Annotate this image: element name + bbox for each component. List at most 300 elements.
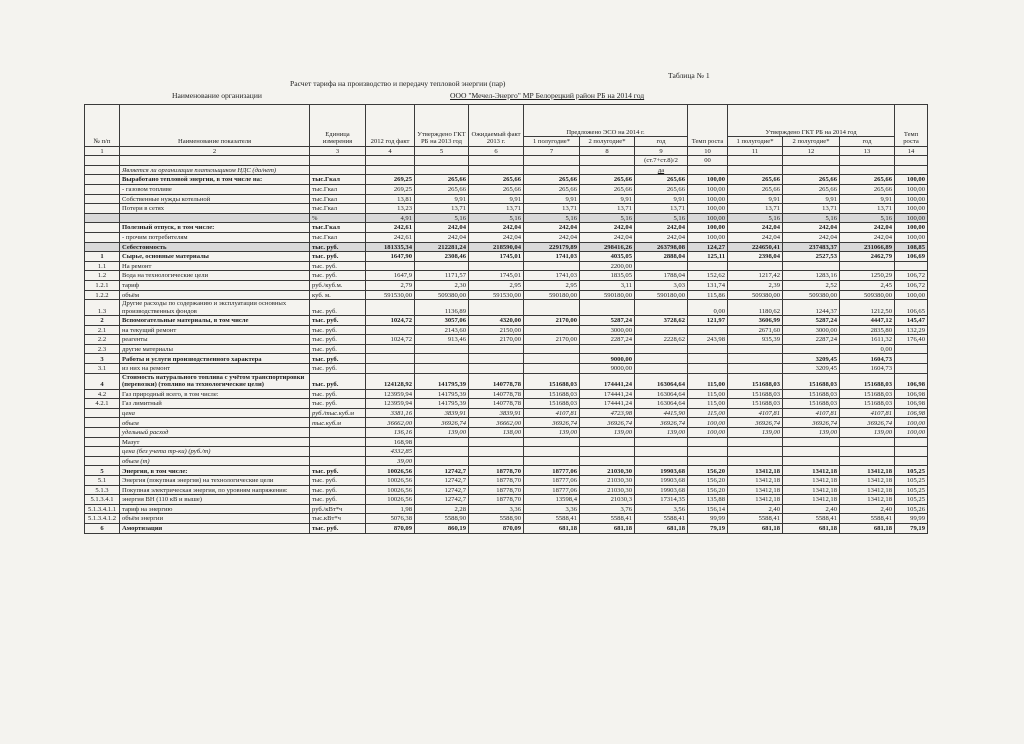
cell-c8: 1835,05 [580, 271, 635, 281]
cell-c4: 123959,94 [366, 399, 415, 409]
column-number: 2 [120, 146, 310, 156]
cell-c4: 1024,72 [366, 335, 415, 345]
cell-c9: 139,00 [635, 428, 688, 438]
cell-c8: 13,71 [580, 204, 635, 214]
cell-c7: 18777,06 [524, 476, 580, 486]
vat-row [85, 165, 928, 175]
cell-c8: 5588,41 [580, 514, 635, 524]
cell-c5: 2,30 [415, 280, 469, 290]
cell-c10: 131,74 [688, 280, 728, 290]
cell-c9: 1788,04 [635, 271, 688, 281]
cell-c5: 13,71 [415, 204, 469, 214]
cell-c12: 13412,18 [783, 476, 840, 486]
cell-c14 [895, 456, 928, 466]
table-row [85, 194, 928, 204]
cell-c14: 105,25 [895, 485, 928, 495]
cell-c14: 100,00 [895, 184, 928, 194]
table-row [85, 389, 928, 399]
cell-c7 [524, 437, 580, 447]
cell-name: на текущий ремонт [120, 325, 310, 335]
cell-c5: 242,04 [415, 232, 469, 242]
cell-name: объём [120, 290, 310, 300]
cell-c11 [728, 437, 783, 447]
table-row [85, 300, 928, 316]
cell-c11: 509380,00 [728, 290, 783, 300]
cell-name: другие материалы [120, 344, 310, 354]
cell-c8 [580, 437, 635, 447]
cell-c9: 9,91 [635, 194, 688, 204]
cell-unit: тыс. руб. [310, 389, 366, 399]
cell-c8: 21030,30 [580, 466, 635, 476]
cell-c14: 100,00 [895, 290, 928, 300]
cell-num: 5.1.3 [85, 485, 120, 495]
cell-num [85, 408, 120, 418]
cell-name: цена [120, 408, 310, 418]
cell-c11: 151688,03 [728, 399, 783, 409]
cell-name: объём энергии [120, 514, 310, 524]
cell-c13: 1611,32 [840, 335, 895, 345]
cell-c6: 140778,78 [469, 389, 524, 399]
cell-num: 5 [85, 466, 120, 476]
cell-c7: 2170,00 [524, 316, 580, 326]
cell-c7: 151688,03 [524, 399, 580, 409]
cell-unit: тыс.кВт*ч [310, 514, 366, 524]
cell-c13: 1250,29 [840, 271, 895, 281]
cell-name: тариф на энергию [120, 504, 310, 514]
table-number: Таблица № 1 [668, 71, 710, 80]
cell-c4: 10026,56 [366, 466, 415, 476]
cell-c5: 3839,91 [415, 408, 469, 418]
cell-c9: 590180,00 [635, 290, 688, 300]
cell-c12: 5588,41 [783, 514, 840, 524]
cell-c13: 5588,41 [840, 514, 895, 524]
cell-c5: 265,66 [415, 175, 469, 185]
cell-c8: 242,04 [580, 223, 635, 233]
cell-c11: 1180,62 [728, 300, 783, 316]
cell-c4: 2,79 [366, 280, 415, 290]
cell-c4: 269,25 [366, 184, 415, 194]
cell-c10: 156,20 [688, 476, 728, 486]
cell-c13: 231066,89 [840, 242, 895, 252]
cell-c7: 2,95 [524, 280, 580, 290]
table-row [85, 344, 928, 354]
cell-c8 [580, 344, 635, 354]
cell-num: 2 [85, 316, 120, 326]
cell-c6: 138,00 [469, 428, 524, 438]
cell-c4: 3381,16 [366, 408, 415, 418]
cell-c13: 265,66 [840, 175, 895, 185]
cell-name: Сырье, основные материалы [120, 252, 310, 262]
cell-c7 [524, 354, 580, 364]
cell-c12: 13412,18 [783, 495, 840, 505]
cell-name: Стоимость натурального топлива с учётом транспортировки (перевозки) (топливо на технологические цели) [120, 373, 310, 389]
cell-c8: 174441,24 [580, 389, 635, 399]
cell-unit: тыс. руб. [310, 466, 366, 476]
cell-c10: 0,00 [688, 300, 728, 316]
cell-unit: тыс.Гкал [310, 232, 366, 242]
cell-c14: 105,25 [895, 495, 928, 505]
column-number-row [85, 146, 928, 156]
cell-c10: 100,00 [688, 418, 728, 428]
cell-c11: 2,39 [728, 280, 783, 290]
cell-name: тариф [120, 280, 310, 290]
cell-c11: 265,66 [728, 175, 783, 185]
cell-c5: 12742,7 [415, 476, 469, 486]
cell-c10 [688, 261, 728, 271]
cell-num: 1.2.1 [85, 280, 120, 290]
column-number: 9 [635, 146, 688, 156]
cell-c11: 9,91 [728, 194, 783, 204]
cell-c12: 4107,81 [783, 408, 840, 418]
table-row [85, 485, 928, 495]
cell-name: Энергия (покупная энергия) на технологические цели [120, 476, 310, 486]
cell-c12: 2527,53 [783, 252, 840, 262]
cell-c5: 860,19 [415, 523, 469, 533]
cell-c11: 13412,18 [728, 476, 783, 486]
formula-note-row [85, 156, 928, 166]
cell-c6: 18778,70 [469, 495, 524, 505]
header-year-approved: год [840, 137, 895, 147]
cell-c10: 156,20 [688, 466, 728, 476]
cell-c4 [366, 261, 415, 271]
cell-c9 [635, 447, 688, 457]
cell-c12: 3209,45 [783, 364, 840, 374]
table-row [85, 252, 928, 262]
cell-c12: 2,40 [783, 504, 840, 514]
cell-name: Газ лимитный [120, 399, 310, 409]
cell-c9: 17314,35 [635, 495, 688, 505]
cell-c9: 242,04 [635, 232, 688, 242]
vat-value: да [635, 165, 688, 175]
cell-num: 5.1.3.4.1.1 [85, 504, 120, 514]
cell-c5 [415, 447, 469, 457]
cell-name [120, 213, 310, 223]
cell-c4: 242,61 [366, 232, 415, 242]
cell-c10: 115,00 [688, 373, 728, 389]
cell-c10: 156,20 [688, 485, 728, 495]
cell-c6: 242,04 [469, 232, 524, 242]
cell-c5: 212281,24 [415, 242, 469, 252]
cell-c14: 106,98 [895, 389, 928, 399]
cell-name: Полезный отпуск, в том числе: [120, 223, 310, 233]
cell-c12: 5,16 [783, 213, 840, 223]
cell-c6: 5588,90 [469, 514, 524, 524]
cell-c4: 39,00 [366, 456, 415, 466]
cell-c11: 242,04 [728, 223, 783, 233]
cell-c13: 1212,50 [840, 300, 895, 316]
cell-c9: 19903,68 [635, 476, 688, 486]
cell-c14: 106,98 [895, 399, 928, 409]
cell-c8: 5287,24 [580, 316, 635, 326]
cell-num [85, 175, 120, 185]
cell-c7 [524, 325, 580, 335]
table-row [85, 437, 928, 447]
cell-c9 [635, 437, 688, 447]
column-number: 8 [580, 146, 635, 156]
cell-c10 [688, 344, 728, 354]
table-row [85, 325, 928, 335]
cell-c4: 870,09 [366, 523, 415, 533]
cell-c14: 106,72 [895, 271, 928, 281]
cell-c11 [728, 261, 783, 271]
column-number: 7 [524, 146, 580, 156]
cell-c10: 79,19 [688, 523, 728, 533]
cell-c7: 1741,03 [524, 252, 580, 262]
cell-c5: 2,28 [415, 504, 469, 514]
cell-c8: 21030,30 [580, 485, 635, 495]
cell-c12: 242,04 [783, 232, 840, 242]
header-half-1: 1 полугодие* [524, 137, 580, 147]
table-row [85, 232, 928, 242]
cell-c5 [415, 364, 469, 374]
table-row [85, 456, 928, 466]
cell-c11: 151688,03 [728, 373, 783, 389]
cell-c8: 174441,24 [580, 399, 635, 409]
cell-num [85, 242, 120, 252]
cell-c7: 242,04 [524, 223, 580, 233]
cell-c4: 36662,00 [366, 418, 415, 428]
cell-c10: 124,27 [688, 242, 728, 252]
cell-unit: тыс. руб. [310, 344, 366, 354]
cell-c13: 151688,03 [840, 399, 895, 409]
cell-unit: тыс. руб. [310, 399, 366, 409]
cell-c12: 36926,74 [783, 418, 840, 428]
cell-c7: 229179,89 [524, 242, 580, 252]
cell-c6 [469, 364, 524, 374]
table-row [85, 335, 928, 345]
table-row [85, 175, 928, 185]
cell-c5 [415, 456, 469, 466]
cell-c14: 105,25 [895, 466, 928, 476]
cell-c14: 106,98 [895, 408, 928, 418]
cell-unit: тыс.Гкал [310, 184, 366, 194]
header-unit: Единица измерения [310, 105, 366, 147]
cell-c13: 13412,18 [840, 485, 895, 495]
cell-c11: 242,04 [728, 232, 783, 242]
column-number: 12 [783, 146, 840, 156]
cell-c14: 100,00 [895, 194, 928, 204]
cell-c12: 13,71 [783, 204, 840, 214]
cell-c13: 509380,00 [840, 290, 895, 300]
cell-c13: 0,00 [840, 344, 895, 354]
cell-c10: 115,86 [688, 290, 728, 300]
column-number: 13 [840, 146, 895, 156]
cell-c12: 151688,03 [783, 399, 840, 409]
cell-c9: 5,16 [635, 213, 688, 223]
cell-c6 [469, 261, 524, 271]
cell-c9: 163064,64 [635, 373, 688, 389]
cell-c7: 242,04 [524, 232, 580, 242]
cell-c8: 174441,24 [580, 373, 635, 389]
cell-c11: 935,39 [728, 335, 783, 345]
cell-c13: 1604,73 [840, 364, 895, 374]
cell-c12 [783, 437, 840, 447]
cell-c7: 139,00 [524, 428, 580, 438]
cell-num [85, 194, 120, 204]
cell-c6: 2170,00 [469, 335, 524, 345]
cell-c8: 298416,26 [580, 242, 635, 252]
cell-c6: 265,66 [469, 175, 524, 185]
column-number: 6 [469, 146, 524, 156]
cell-c8: 242,04 [580, 232, 635, 242]
cell-c6: 1745,01 [469, 252, 524, 262]
cell-name: Покупная электрическая энергия, по уровням напряжения: [120, 485, 310, 495]
cell-c14: 108,85 [895, 242, 928, 252]
cell-c11: 224650,41 [728, 242, 783, 252]
cell-c12: 242,04 [783, 223, 840, 233]
table-row [85, 373, 928, 389]
cell-num: 4 [85, 373, 120, 389]
cell-c12: 2,52 [783, 280, 840, 290]
cell-c11: 13412,18 [728, 495, 783, 505]
cell-c4: 13,23 [366, 204, 415, 214]
cell-c7: 13598,4 [524, 495, 580, 505]
cell-c14: 106,69 [895, 252, 928, 262]
cell-c6: 265,66 [469, 184, 524, 194]
cell-c7: 18777,06 [524, 485, 580, 495]
table-row [85, 514, 928, 524]
cell-c9: 263798,08 [635, 242, 688, 252]
cell-c10 [688, 325, 728, 335]
table-row [85, 184, 928, 194]
cell-c11: 265,66 [728, 184, 783, 194]
cell-c12 [783, 344, 840, 354]
cell-c4: 10026,56 [366, 485, 415, 495]
column-number: 10 [688, 146, 728, 156]
cell-c5: 5,16 [415, 213, 469, 223]
cell-unit: тыс. руб. [310, 485, 366, 495]
cell-c10: 135,88 [688, 495, 728, 505]
cell-c5: 141795,39 [415, 373, 469, 389]
cell-num [85, 428, 120, 438]
cell-c7: 590180,00 [524, 290, 580, 300]
cell-c12 [783, 456, 840, 466]
cell-c13: 9,91 [840, 194, 895, 204]
cell-c4: 591530,00 [366, 290, 415, 300]
cell-c9: 3728,62 [635, 316, 688, 326]
cell-c9: 19903,68 [635, 485, 688, 495]
table-row [85, 242, 928, 252]
cell-unit [310, 456, 366, 466]
header-growth: Темп роста [688, 105, 728, 147]
column-number: 5 [415, 146, 469, 156]
cell-num: 1.1 [85, 261, 120, 271]
cell-c10 [688, 437, 728, 447]
cell-c10 [688, 456, 728, 466]
table-row [85, 476, 928, 486]
cell-c11: 139,00 [728, 428, 783, 438]
cell-c6 [469, 300, 524, 316]
cell-c14 [895, 261, 928, 271]
cell-c11: 13,71 [728, 204, 783, 214]
cell-c10 [688, 364, 728, 374]
cell-c9: 163064,64 [635, 399, 688, 409]
cell-c8: 3,11 [580, 280, 635, 290]
cell-unit: тыс.Гкал [310, 204, 366, 214]
cell-c10: 100,00 [688, 213, 728, 223]
cell-c14: 132,29 [895, 325, 928, 335]
cell-c5: 1136,89 [415, 300, 469, 316]
cell-c13: 2,40 [840, 504, 895, 514]
cell-c8: 265,66 [580, 175, 635, 185]
cell-c5 [415, 354, 469, 364]
cell-c12: 13412,18 [783, 466, 840, 476]
cell-c14 [895, 344, 928, 354]
cell-c7: 18777,06 [524, 466, 580, 476]
cell-c12: 151688,03 [783, 373, 840, 389]
cell-c10: 152,62 [688, 271, 728, 281]
cell-c12: 265,66 [783, 184, 840, 194]
cell-c6: 18778,70 [469, 485, 524, 495]
cell-c5: 242,04 [415, 223, 469, 233]
header-half-1-approved: 1 полугодие* [728, 137, 783, 147]
cell-c7: 151688,03 [524, 373, 580, 389]
cell-c8: 9000,00 [580, 354, 635, 364]
cell-c11: 2398,04 [728, 252, 783, 262]
cell-c4 [366, 300, 415, 316]
cell-c13: 13412,18 [840, 466, 895, 476]
cell-c10: 100,00 [688, 428, 728, 438]
cell-name: - газовом топливе [120, 184, 310, 194]
cell-unit: тыс.Гкал [310, 194, 366, 204]
table-row [85, 316, 928, 326]
cell-c9: 265,66 [635, 184, 688, 194]
cell-c6: 9,91 [469, 194, 524, 204]
cell-c7: 3,36 [524, 504, 580, 514]
cell-name: удельный расход [120, 428, 310, 438]
cell-c9: 242,04 [635, 223, 688, 233]
cell-name: из них на ремонт [120, 364, 310, 374]
table-row [85, 290, 928, 300]
cell-c6 [469, 447, 524, 457]
cell-c11: 5,16 [728, 213, 783, 223]
table-row [85, 466, 928, 476]
cell-c9: 5588,41 [635, 514, 688, 524]
cell-c8: 9000,00 [580, 364, 635, 374]
table-row [85, 364, 928, 374]
cell-unit: тыс.Гкал [310, 175, 366, 185]
header-half-2-approved: 2 полугодие* [783, 137, 840, 147]
cell-c12: 1244,37 [783, 300, 840, 316]
cell-c4: 4332,85 [366, 447, 415, 457]
cell-unit: тыс. руб. [310, 316, 366, 326]
cell-c4: 168,98 [366, 437, 415, 447]
cell-c7: 2170,00 [524, 335, 580, 345]
header-num: № п/п [85, 105, 120, 147]
cell-unit: тыс. руб. [310, 242, 366, 252]
cell-num: 1.2 [85, 271, 120, 281]
cell-name: На ремонт [120, 261, 310, 271]
cell-c10: 243,98 [688, 335, 728, 345]
cell-c4: 4,91 [366, 213, 415, 223]
cell-c5: 2308,46 [415, 252, 469, 262]
cell-c13 [840, 456, 895, 466]
cell-c9 [635, 325, 688, 335]
cell-c4 [366, 364, 415, 374]
header-half-2: 2 полугодие* [580, 137, 635, 147]
header-growth-2: Темп роста [895, 105, 928, 147]
cell-c4: 136,16 [366, 428, 415, 438]
cell-c13: 4447,12 [840, 316, 895, 326]
cell-c5 [415, 344, 469, 354]
cell-unit: тыс. руб. [310, 335, 366, 345]
cell-c13: 4107,81 [840, 408, 895, 418]
cell-c6: 13,71 [469, 204, 524, 214]
cell-c7: 36926,74 [524, 418, 580, 428]
cell-unit: тыс. руб. [310, 325, 366, 335]
cell-c13: 1604,73 [840, 354, 895, 364]
cell-unit: руб./кВт*ч [310, 504, 366, 514]
